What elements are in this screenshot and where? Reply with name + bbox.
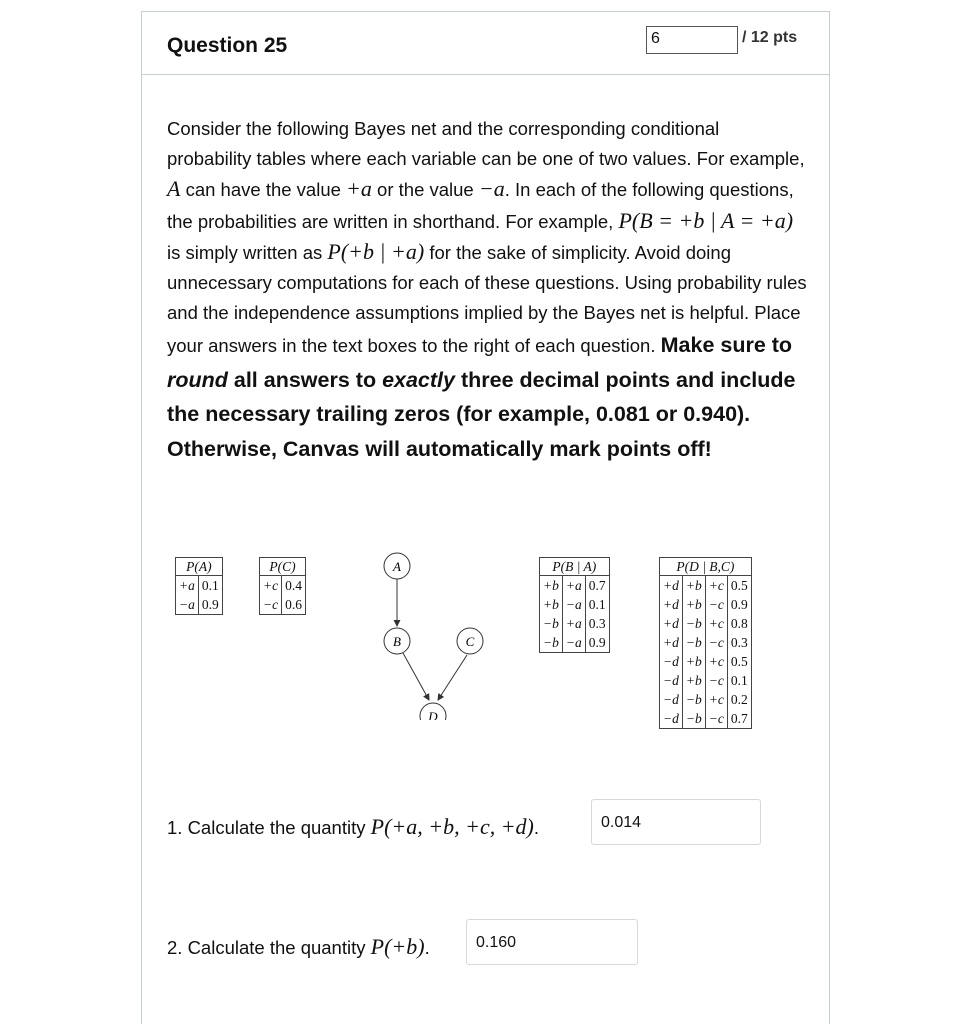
bold-text-1: Make sure to: [660, 333, 793, 358]
question-2-prefix: 2. Calculate the quantity: [167, 937, 371, 958]
table-cell: 0.1: [198, 576, 222, 596]
table-cell: +b: [682, 595, 705, 614]
question-1-expr: P(+a, +b, +c, +d): [370, 814, 534, 839]
table-cell: +a: [562, 614, 585, 633]
bold-round: round: [167, 367, 228, 392]
table-cell: +c: [705, 614, 727, 633]
bayes-net-diagram: [371, 550, 491, 720]
table-cell: 0.5: [727, 652, 751, 671]
table-row: [660, 671, 752, 690]
table-header: P(B | A): [540, 558, 610, 576]
table-cell: +c: [705, 652, 727, 671]
question-title: Question 25: [167, 34, 288, 57]
question-1: [167, 814, 539, 840]
table-header: P(D | B,C): [660, 558, 752, 576]
table-cell: −b: [540, 614, 563, 633]
question-2-expr: P(+b): [370, 934, 425, 959]
table-row: [660, 690, 752, 709]
plus-a-math: +a: [346, 176, 372, 202]
table-cell: +c: [260, 576, 282, 596]
table-cell: 0.7: [727, 709, 751, 729]
table-cell: +c: [705, 690, 727, 709]
edge-c-d: [438, 655, 467, 700]
bold-text-3: three decimal points and include the necessary trailing zeros (for example, 0.081 or 0.940). Otherwise, Canvas will automatically mark points off!: [167, 367, 796, 461]
table-cell: +d: [660, 633, 683, 652]
question-1-suffix: .: [533, 817, 540, 838]
edge-b-d: [403, 653, 429, 700]
table-cell: −a: [176, 595, 199, 615]
long-form-math: P(B = +b | A = +a): [618, 207, 794, 233]
table-row: [176, 595, 223, 615]
table-cell: +b: [540, 576, 563, 596]
table-cell: +b: [682, 652, 705, 671]
table-p-b-given-a: [539, 557, 610, 653]
question-2: [167, 934, 430, 960]
table-cell: 0.3: [585, 614, 609, 633]
table-cell: +d: [660, 576, 683, 596]
table-row: [540, 595, 610, 614]
table-row: [260, 595, 306, 615]
table-cell: −c: [705, 595, 727, 614]
table-p-d-given-b-c: [659, 557, 752, 729]
table-cell: −c: [705, 709, 727, 729]
intro-text-1: Consider the following Bayes net and the corresponding conditional probability tables where each variable can be one of two values. For example,: [167, 118, 805, 170]
table-row: [260, 576, 306, 596]
score-input[interactable]: 6: [646, 26, 738, 54]
question-card: [141, 11, 830, 1024]
intro-text-3: or the value: [371, 179, 479, 201]
table-cell: −b: [682, 690, 705, 709]
table-cell: 0.9: [727, 595, 751, 614]
bold-text-2: all answers to: [227, 367, 383, 392]
table-row: [660, 614, 752, 633]
question-text: [167, 114, 807, 466]
table-p-a: [175, 557, 223, 615]
table-row: [176, 576, 223, 596]
table-cell: 0.6: [282, 595, 306, 615]
table-cell: +d: [660, 614, 683, 633]
table-cell: −d: [660, 690, 683, 709]
answer-2-input[interactable]: 0.160: [466, 919, 638, 965]
bold-exactly: exactly: [382, 367, 455, 392]
question-1-prefix: 1. Calculate the quantity: [167, 817, 371, 838]
table-cell: +d: [660, 595, 683, 614]
table-cell: +a: [562, 576, 585, 596]
table-row: [660, 633, 752, 652]
minus-a-math: −a: [478, 176, 505, 202]
table-cell: −d: [660, 671, 683, 690]
intro-text-2: can have the value: [180, 179, 347, 201]
answer-1-input[interactable]: 0.014: [591, 799, 761, 845]
table-cell: −b: [682, 614, 705, 633]
table-row: [660, 652, 752, 671]
node-c-label: C: [465, 634, 475, 649]
node-d-label: D: [428, 709, 438, 720]
table-cell: −a: [562, 595, 585, 614]
table-cell: +b: [540, 595, 563, 614]
table-cell: 0.8: [727, 614, 751, 633]
table-row: [660, 595, 752, 614]
table-cell: −b: [682, 709, 705, 729]
question-header: [142, 12, 829, 75]
table-header: P(C): [260, 558, 306, 576]
table-cell: 0.1: [585, 595, 609, 614]
table-cell: +b: [682, 671, 705, 690]
intro-text-4: . In each of the following questions, the probabilities are written in shorthand. For example,: [167, 179, 794, 232]
table-cell: −b: [682, 633, 705, 652]
table-row: [660, 576, 752, 596]
table-cell: +c: [705, 576, 727, 596]
var-a-math: A: [167, 176, 181, 202]
table-cell: −d: [660, 652, 683, 671]
table-cell: −b: [540, 633, 563, 653]
table-header: P(A): [176, 558, 223, 576]
table-cell: 0.2: [727, 690, 751, 709]
table-row: [540, 576, 610, 596]
table-cell: 0.5: [727, 576, 751, 596]
table-cell: −a: [562, 633, 585, 653]
table-cell: 0.9: [198, 595, 222, 615]
table-row: [660, 709, 752, 729]
table-row: [540, 633, 610, 653]
table-cell: 0.3: [727, 633, 751, 652]
table-cell: 0.1: [727, 671, 751, 690]
table-cell: −c: [260, 595, 282, 615]
short-form-math: P(+b | +a): [327, 238, 425, 264]
points-label: / 12 pts: [742, 29, 798, 46]
table-cell: −d: [660, 709, 683, 729]
intro-text-5: is simply written as: [167, 241, 328, 263]
table-cell: 0.7: [585, 576, 609, 596]
table-p-c: [259, 557, 306, 615]
table-cell: +a: [176, 576, 199, 596]
node-a-label: A: [393, 559, 401, 574]
table-cell: −c: [705, 633, 727, 652]
table-cell: +b: [682, 576, 705, 596]
node-b-label: B: [393, 634, 401, 649]
intro-text-6: for the sake of simplicity. Avoid doing unnecessary computations for each of these questions. Using probability rules and the independence assumptions implied by the Bayes net is helpful. Place your answers in the text boxes to the right of each question.: [167, 241, 807, 357]
table-row: [540, 614, 610, 633]
table-cell: 0.4: [282, 576, 306, 596]
question-2-suffix: .: [424, 937, 430, 958]
table-cell: −c: [705, 671, 727, 690]
table-cell: 0.9: [585, 633, 609, 653]
